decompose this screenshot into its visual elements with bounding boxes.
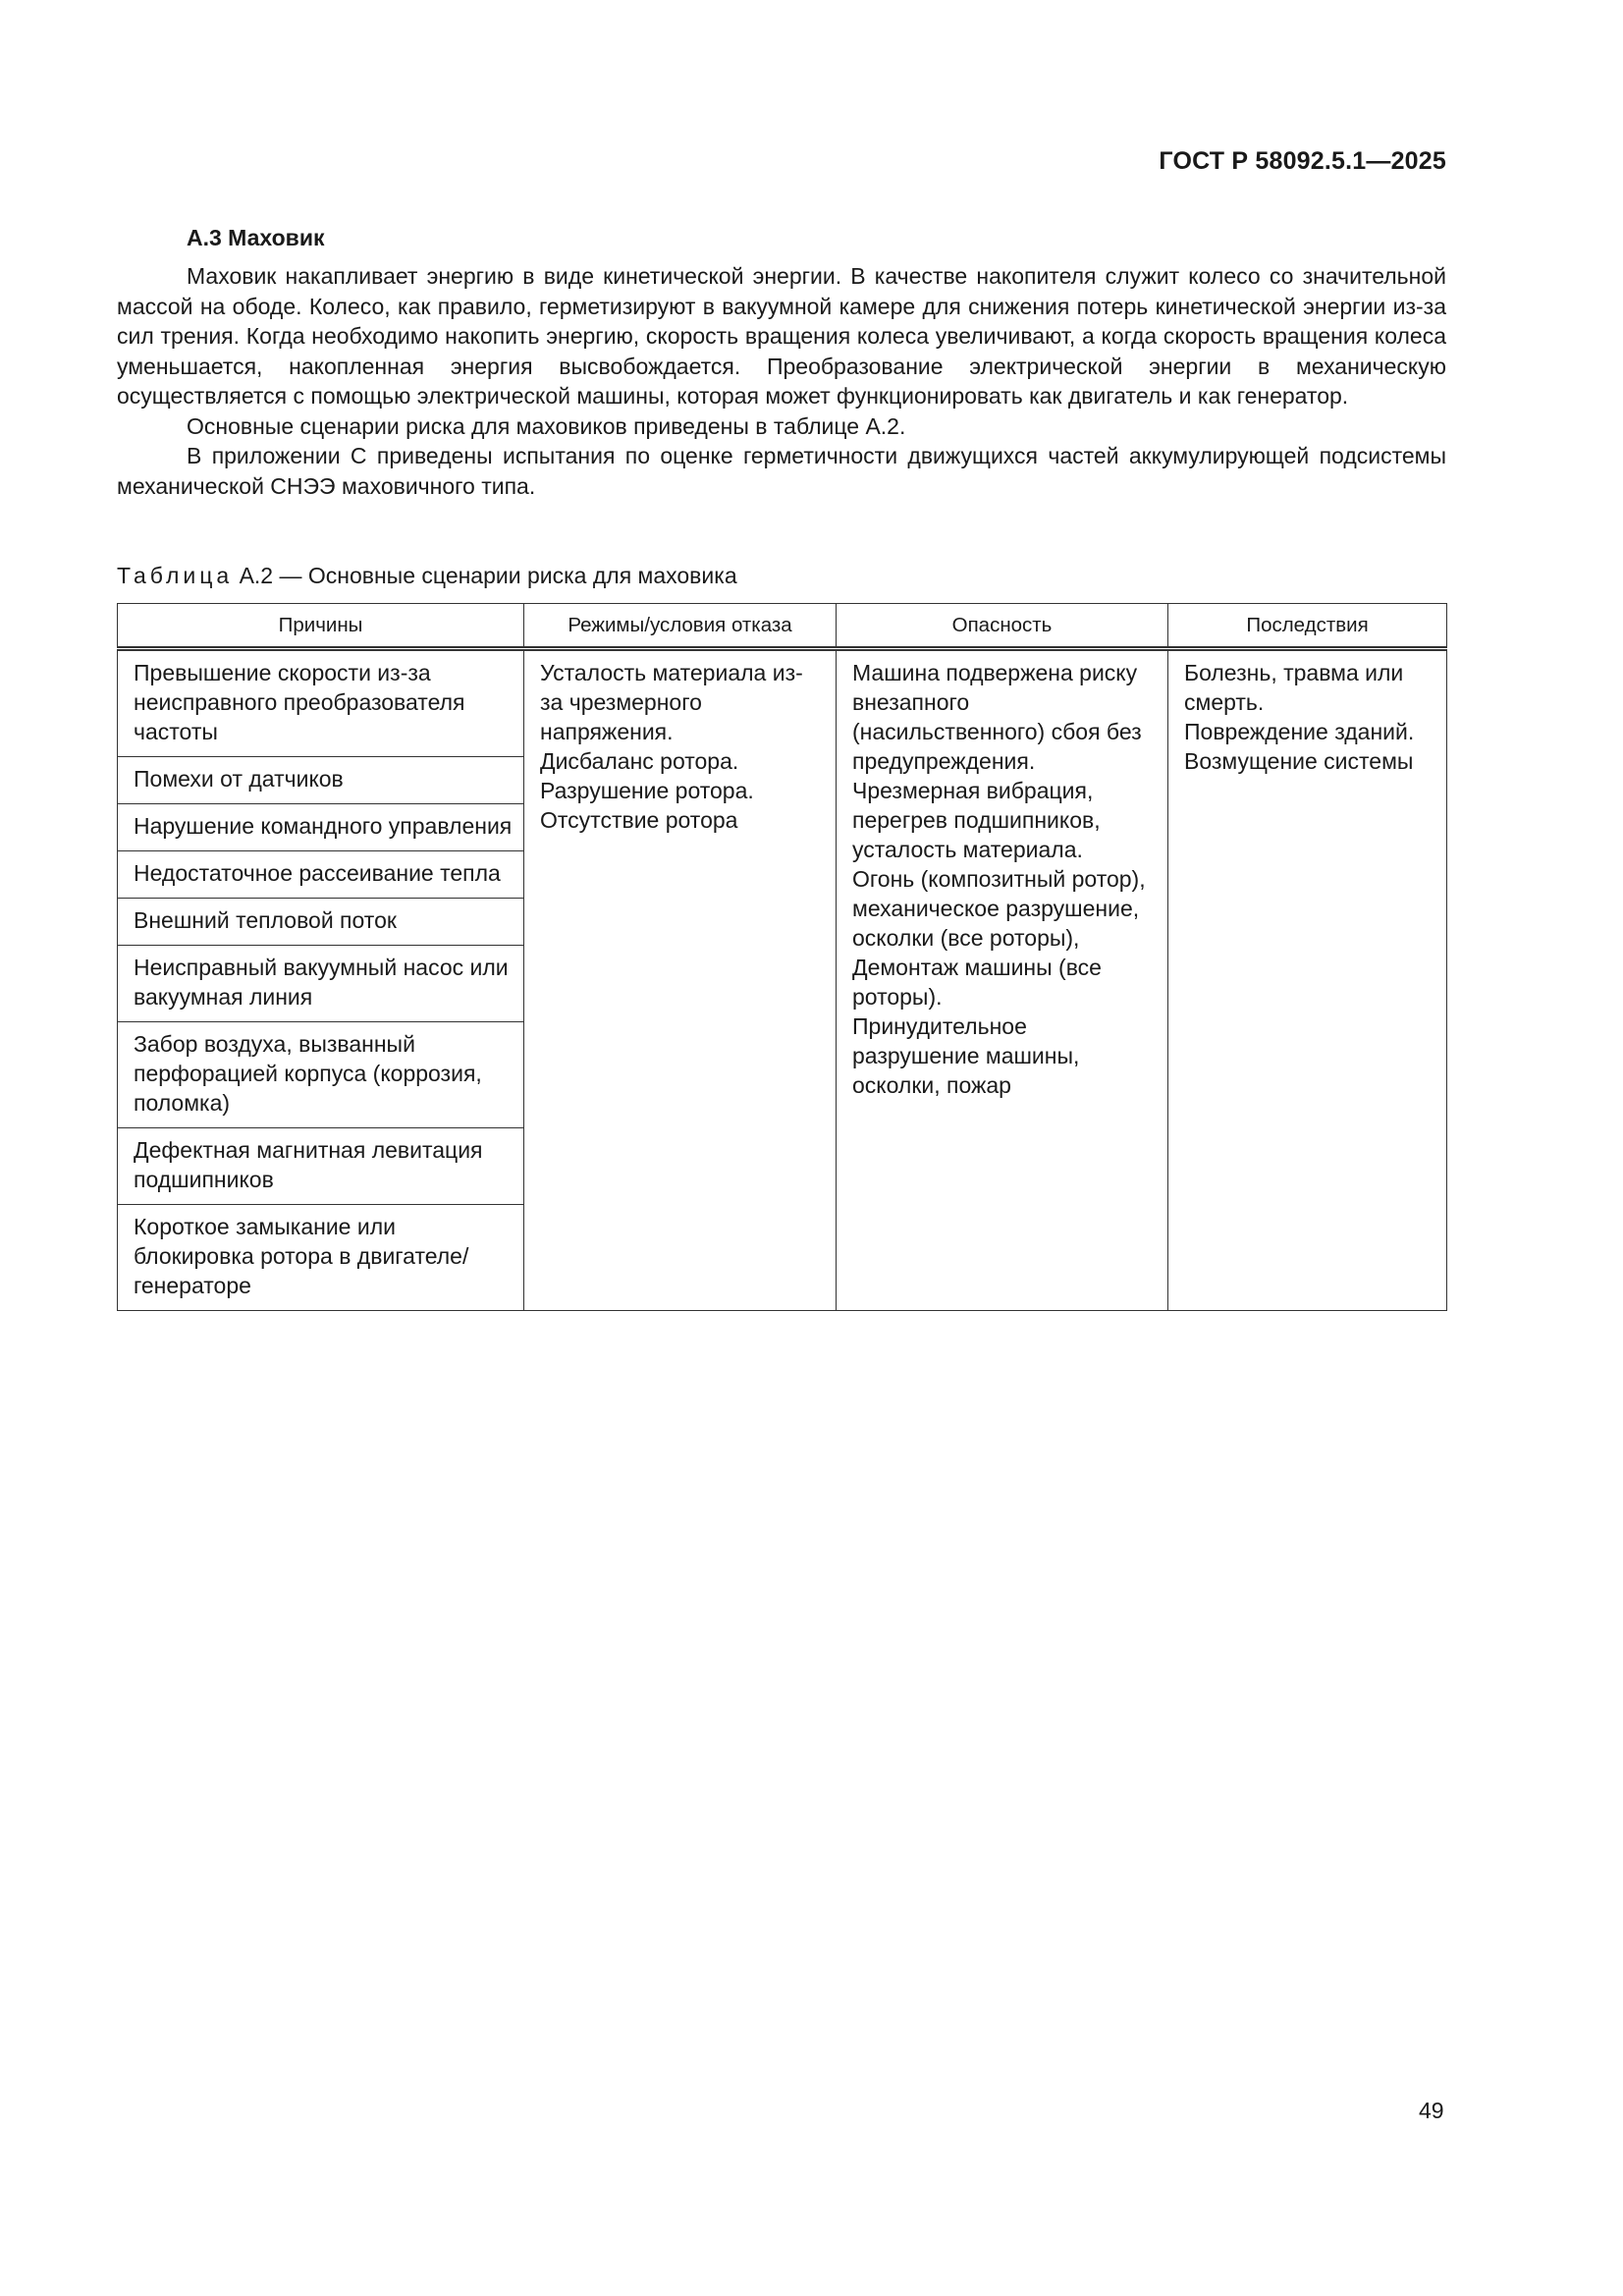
- failure-mode-item: Дисбаланс ротора.: [540, 748, 739, 774]
- paragraph: Основные сценарии риска для маховиков приведены в таблице А.2.: [187, 412, 906, 439]
- hazard-cell: [837, 649, 1168, 1311]
- cause-cell: Внешний тепловой поток: [118, 899, 524, 946]
- table-caption-label: Таблица: [117, 563, 234, 588]
- cause-cell: Дефектная магнитная левитация подшипников: [118, 1128, 524, 1205]
- consequence-item: Повреждение зданий.: [1184, 719, 1415, 744]
- page-number: 49: [1419, 2098, 1444, 2123]
- cause-cell: Короткое замыкание или блокировка ротора в двигателе/генераторе: [118, 1205, 524, 1311]
- paragraph: Маховик накапливает энергию в виде кинетической энергии. В качестве накопителя служит колесо со значительной массой на ободе. Колесо, как правило, герметизируют в вакуумной камере для снижения потерь кинетической энергии из-за сил трения. Когда необходимо накопить энергию, скорость вращения колеса увеличивают, а когда скорость вращения колеса уменьшается, накопленная энергия высвобождается. Преобразование электрической энергии в механическую осуществляется с помощью электрической машины, которая может функционировать как двигатель и как генератор.: [117, 263, 1446, 409]
- table-row: [118, 649, 1447, 757]
- hazard-item: Огонь (композитный ротор), механическое разрушение, осколки (все роторы),: [852, 866, 1146, 951]
- column-header-causes: Причины: [118, 604, 524, 649]
- failure-mode-item: Разрушение ротора.: [540, 778, 754, 803]
- document-number: ГОСТ Р 58092.5.1—2025: [1159, 147, 1446, 175]
- column-header-hazard: Опасность: [837, 604, 1168, 649]
- consequence-item: Болезнь, травма или смерть.: [1184, 660, 1404, 715]
- failure-mode-item: Отсутствие ротора: [540, 807, 738, 833]
- cause-cell: Помехи от датчиков: [118, 757, 524, 804]
- column-header-consequences: Последствия: [1168, 604, 1447, 649]
- column-header-failure-modes: Режимы/условия отказа: [524, 604, 837, 649]
- cause-cell: Забор воздуха, вызванный перфорацией корпуса (коррозия, поломка): [118, 1022, 524, 1128]
- failure-modes-cell: [524, 649, 837, 1311]
- hazard-item: Демонтаж машины (все роторы).: [852, 955, 1102, 1010]
- table-caption-text: А.2 — Основные сценарии риска для маховика: [239, 563, 737, 588]
- table-header-row: [118, 604, 1447, 649]
- section-title: А.3 Маховик: [187, 225, 325, 250]
- failure-mode-item: Усталость материала из-за чрезмерного напряжения.: [540, 660, 803, 744]
- table-caption: [117, 561, 737, 590]
- cause-cell: Неисправный вакуумный насос или вакуумная линия: [118, 946, 524, 1022]
- hazard-item: Чрезмерная вибрация, перегрев подшипников, усталость материала.: [852, 778, 1101, 862]
- cause-cell: Превышение скорости из-за неисправного преобразователя частоты: [118, 649, 524, 757]
- hazard-item: Принудительное разрушение машины, осколки, пожар: [852, 1013, 1080, 1098]
- cause-cell: Недостаточное рассеивание тепла: [118, 851, 524, 899]
- consequence-item: Возмущение системы: [1184, 748, 1414, 774]
- consequences-cell: [1168, 649, 1447, 1311]
- cause-cell: Нарушение командного управления: [118, 804, 524, 851]
- paragraph: В приложении С приведены испытания по оценке герметичности движущихся частей аккумулирующей подсистемы механической СНЭЭ маховичного типа.: [117, 443, 1446, 499]
- risk-scenarios-table: [117, 603, 1447, 1311]
- hazard-item: Машина подвержена риску внезапного (насильственного) сбоя без предупреждения.: [852, 660, 1142, 774]
- section-body: [117, 261, 1446, 501]
